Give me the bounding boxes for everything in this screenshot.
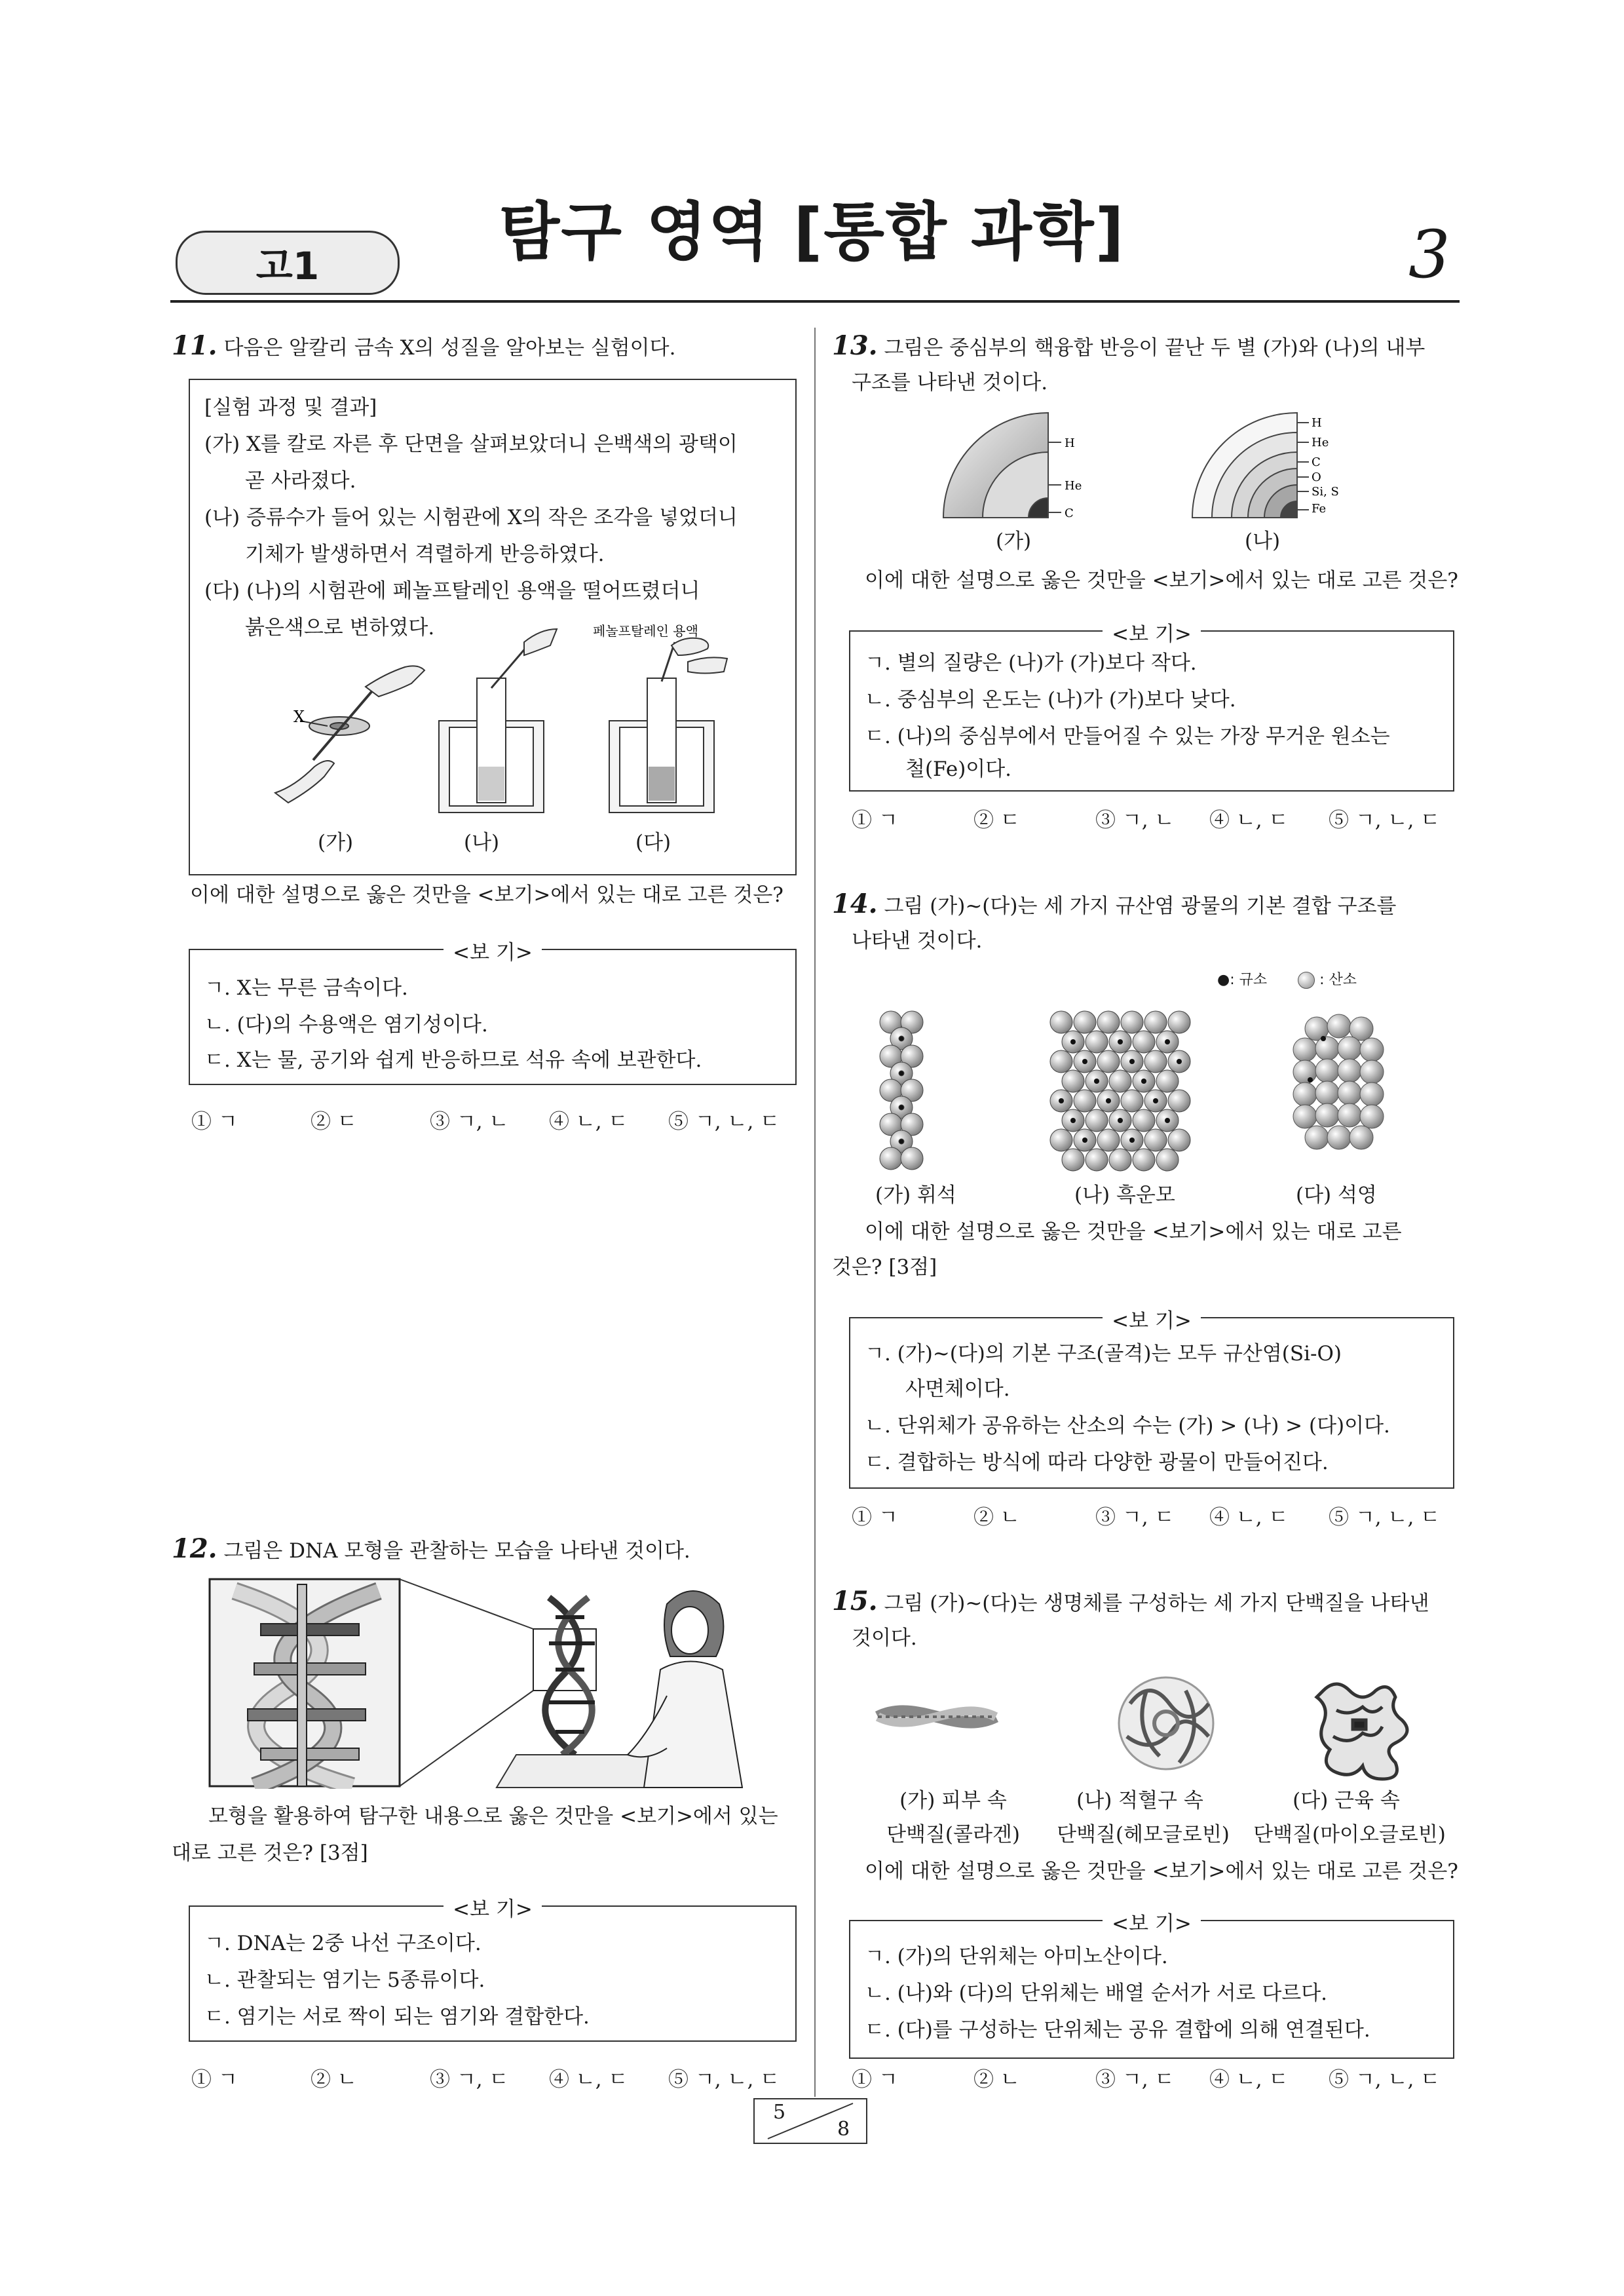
choice-4[interactable]: ④ ㄴ, ㄷ: [1209, 809, 1289, 832]
choice-4[interactable]: ④ ㄴ, ㄷ: [1209, 1506, 1289, 1529]
bogi-box: [189, 1898, 797, 2042]
bogi-item: ㄷ. X는 물, 공기와 쉽게 반응하므로 석유 속에 보관한다.: [204, 1048, 702, 1072]
bogi-item: ㄴ. (나)와 (다)의 단위체는 배열 순서가 서로 다르다.: [865, 1981, 1328, 2005]
bogi-item: ㄱ. (가)의 단위체는 아미노산이다.: [865, 1945, 1168, 1968]
phenolphthalein-illustration: [609, 638, 727, 813]
figure-caption: (나) 적혈구 속: [1076, 1789, 1203, 1812]
bogi-item: ㄷ. 결합하는 방식에 따라 다양한 광물이 만들어진다.: [865, 1451, 1329, 1474]
experiment-step: (다) (나)의 시험관에 페놀프탈레인 용액을 떨어뜨렸더니: [204, 579, 700, 603]
experiment-step: (나) 증류수가 들어 있는 시험관에 X의 작은 조각을 넣었더니: [204, 506, 738, 529]
question-text: 그림은 중심부의 핵융합 반응이 끝난 두 별 (가)와 (나)의 내부: [884, 336, 1426, 360]
page-title: 탐구 영역 [통합 과학]: [499, 195, 1125, 269]
hemoglobin-illustration: [1119, 1677, 1213, 1769]
choice-4[interactable]: ④ ㄴ, ㄷ: [549, 1110, 628, 1134]
legend-silicon: ●: 규소: [1217, 972, 1268, 988]
choice-3[interactable]: ③ ㄱ, ㄷ: [1095, 1506, 1175, 1529]
label-x: X: [293, 708, 305, 726]
total-pages: 8: [837, 2118, 850, 2141]
quartz-structure: [1293, 1014, 1384, 1149]
biotite-structure: [1050, 1011, 1190, 1171]
figure-caption: (다) 석영: [1296, 1183, 1377, 1207]
page-number: 3: [1408, 216, 1450, 293]
knife-cutting-illustration: [275, 666, 425, 803]
experiment-box: [189, 379, 797, 875]
figure-caption: (가) 휘석: [875, 1183, 956, 1207]
star-b: [1192, 413, 1309, 518]
question-13-stem: [832, 328, 1425, 366]
dna-model-figure: [208, 1578, 759, 1789]
bogi-item: ㄱ. X는 무른 금속이다.: [204, 976, 408, 1000]
question-text: 그림은 DNA 모형을 관찰하는 모습을 나타낸 것이다.: [223, 1539, 690, 1563]
question-15-stem: [832, 1583, 1429, 1622]
answer-choices: [191, 1105, 780, 1134]
figure-caption: (다) 근육 속: [1293, 1789, 1400, 1812]
question-prompt: 모형을 활용하여 탐구한 내용으로 옳은 것만을 <보기>에서 있는: [208, 1805, 778, 1828]
bogi-title: <보 기>: [444, 941, 542, 965]
silicate-structures-figure: [865, 1003, 1441, 1173]
choice-2[interactable]: ② ㄴ: [973, 1506, 1020, 1529]
layer-label: He: [1312, 436, 1329, 450]
layer-label: C: [1065, 507, 1074, 520]
protein-figure: [865, 1664, 1441, 1782]
figure-caption: (다): [635, 831, 671, 854]
layer-label: H: [1065, 436, 1075, 450]
choice-5[interactable]: ⑤ ㄱ, ㄴ, ㄷ: [1329, 809, 1441, 832]
star-a: [943, 413, 1061, 518]
experiment-step: 곧 사라졌다.: [245, 469, 356, 493]
page-indicator: [753, 2098, 867, 2144]
bogi-item: ㄷ. 염기는 서로 짝이 되는 염기와 결합한다.: [204, 2005, 590, 2029]
figure-caption: (나): [464, 831, 500, 854]
bogi-title: <보 기>: [1103, 1309, 1201, 1333]
myoglobin-illustration: [1317, 1684, 1407, 1779]
experiment-step: 기체가 발생하면서 격렬하게 반응하였다.: [245, 543, 605, 566]
bogi-item: ㄱ. DNA는 2중 나선 구조이다.: [204, 1932, 482, 1955]
bogi-item: ㄷ. (다)를 구성하는 단위체는 공유 결합에 의해 연결된다.: [865, 2018, 1370, 2042]
figure-caption: (나): [1245, 529, 1281, 553]
answer-choices: [852, 2063, 1440, 2092]
bogi-title: <보 기>: [1103, 1912, 1201, 1936]
bogi-box: [849, 1309, 1454, 1489]
dna-model: [541, 1598, 596, 1768]
choice-2[interactable]: ② ㄷ: [973, 809, 1020, 832]
layer-label: Fe: [1312, 502, 1327, 516]
question-number: 13.: [832, 330, 878, 361]
question-number: 11.: [172, 330, 217, 361]
current-page: 5: [773, 2101, 786, 2124]
answer-choices: [191, 2063, 780, 2092]
bogi-title: <보 기>: [1103, 622, 1201, 646]
grade-label: 고1: [255, 244, 320, 288]
question-prompt: 이에 대한 설명으로 옳은 것만을 <보기>에서 있는 대로 고른 것은?: [190, 883, 784, 907]
layer-label: He: [1065, 479, 1082, 493]
oxygen-icon: [1298, 972, 1315, 989]
layer-label: H: [1312, 416, 1322, 430]
bogi-title: <보 기>: [444, 1898, 542, 1921]
question-prompt: 이에 대한 설명으로 옳은 것만을 <보기>에서 있는 대로 고른 것은?: [865, 569, 1458, 592]
question-prompt: 것은? [3점]: [832, 1255, 937, 1279]
figure-caption: 단백질(마이오글로빈): [1253, 1823, 1446, 1846]
choice-1[interactable]: ① ㄱ: [852, 809, 898, 832]
question-text: 것이다.: [852, 1626, 917, 1650]
choice-5[interactable]: ⑤ ㄱ, ㄴ, ㄷ: [668, 2068, 780, 2092]
choice-3[interactable]: ③ ㄱ, ㄴ: [430, 1110, 509, 1134]
choice-5[interactable]: ⑤ ㄱ, ㄴ, ㄷ: [1329, 2068, 1441, 2092]
bogi-item: 철(Fe)이다.: [905, 757, 1012, 781]
question-prompt: 대로 고른 것은? [3점]: [172, 1841, 368, 1865]
choice-3[interactable]: ③ ㄱ, ㄴ: [1095, 809, 1175, 832]
column-divider: [814, 328, 816, 2097]
question-text: 그림 (가)~(다)는 세 가지 규산염 광물의 기본 결합 구조를: [884, 894, 1397, 918]
choice-3[interactable]: ③ ㄱ, ㄷ: [1095, 2068, 1175, 2092]
question-12-stem: [172, 1531, 690, 1569]
bogi-item: ㄷ. (나)의 중심부에서 만들어질 수 있는 가장 무거운 원소는: [865, 725, 1390, 748]
water-bath-illustration: [439, 629, 557, 813]
pyroxene-structure: [880, 1011, 923, 1170]
bogi-item: ㄴ. 중심부의 온도는 (나)가 (가)보다 낮다.: [865, 688, 1236, 712]
bogi-item: ㄴ. (다)의 수용액은 염기성이다.: [204, 1013, 488, 1037]
bogi-item: ㄱ. 별의 질량은 (나)가 (가)보다 작다.: [865, 651, 1197, 675]
question-number: 14.: [832, 889, 878, 919]
experiment-step: 붉은색으로 변하였다.: [245, 616, 435, 640]
layer-label: Si, S: [1312, 485, 1339, 499]
question-text: 다음은 알칼리 금속 X의 성질을 알아보는 실험이다.: [223, 336, 676, 360]
choice-5[interactable]: ⑤ ㄱ, ㄴ, ㄷ: [668, 1110, 780, 1134]
question-prompt: 이에 대한 설명으로 옳은 것만을 <보기>에서 있는 대로 고른 것은?: [865, 1860, 1458, 1883]
experiment-figure: [190, 380, 795, 874]
experiment-box-title: [실험 과정 및 결과]: [204, 396, 377, 419]
experiment-step: (가) X를 칼로 자른 후 단면을 살펴보았더니 은백색의 광택이: [204, 432, 738, 456]
figure-caption: (가): [318, 831, 354, 854]
question-number: 15.: [832, 1586, 878, 1617]
legend-oxygen: : 산소: [1319, 972, 1357, 988]
answer-choices: [852, 1501, 1440, 1530]
question-text: 그림 (가)~(다)는 생명체를 구성하는 세 가지 단백질을 나타낸: [884, 1592, 1429, 1615]
star-structure-figure: [930, 406, 1350, 531]
bogi-item: ㄴ. 관찰되는 염기는 5종류이다.: [204, 1968, 485, 1992]
answer-choices: [852, 803, 1440, 833]
choice-4[interactable]: ④ ㄴ, ㄷ: [549, 2068, 628, 2092]
figure-caption: (가) 피부 속: [899, 1789, 1007, 1812]
mineral-legend: [1217, 968, 1357, 989]
bogi-box: [189, 941, 797, 1085]
question-prompt: 이에 대한 설명으로 옳은 것만을 <보기>에서 있는 대로 고른: [865, 1220, 1402, 1244]
figure-caption: 단백질(콜라겐): [886, 1823, 1020, 1846]
choice-4[interactable]: ④ ㄴ, ㄷ: [1209, 2068, 1289, 2092]
figure-caption: (나) 흑운모: [1074, 1183, 1175, 1207]
figure-caption: 단백질(헤모글로빈): [1057, 1823, 1230, 1846]
choice-1[interactable]: ① ㄱ: [852, 1506, 898, 1529]
label-reagent: 페놀프탈레인 용액: [593, 623, 698, 639]
bogi-item: 사면체이다.: [905, 1377, 1010, 1401]
bogi-item: ㄱ. (가)~(다)의 기본 구조(골격)는 모두 규산염(Si-O): [865, 1342, 1342, 1366]
choice-3[interactable]: ③ ㄱ, ㄷ: [430, 2068, 509, 2092]
layer-label: O: [1312, 470, 1321, 484]
question-11-stem: [172, 328, 675, 366]
question-text: 구조를 나타낸 것이다.: [852, 371, 1048, 394]
choice-1[interactable]: ① ㄱ: [191, 2068, 238, 2092]
figure-caption: (가): [996, 529, 1032, 553]
choice-1[interactable]: ① ㄱ: [191, 1110, 238, 1134]
layer-label: C: [1312, 455, 1321, 469]
header-rule: [170, 300, 1460, 303]
choice-2[interactable]: ② ㄷ: [311, 1110, 357, 1134]
bogi-box: [849, 1912, 1454, 2059]
choice-5[interactable]: ⑤ ㄱ, ㄴ, ㄷ: [1329, 1506, 1441, 1529]
question-number: 12.: [172, 1533, 217, 1564]
question-14-stem: [832, 886, 1397, 925]
collagen-illustration: [878, 1711, 996, 1722]
question-text: 나타낸 것이다.: [852, 929, 983, 953]
bogi-box: [849, 622, 1454, 792]
choice-2[interactable]: ② ㄴ: [311, 2068, 357, 2092]
choice-1[interactable]: ① ㄱ: [852, 2068, 898, 2092]
choice-2[interactable]: ② ㄴ: [973, 2068, 1020, 2092]
bogi-item: ㄴ. 단위체가 공유하는 산소의 수는 (가) > (나) > (다)이다.: [865, 1414, 1390, 1438]
